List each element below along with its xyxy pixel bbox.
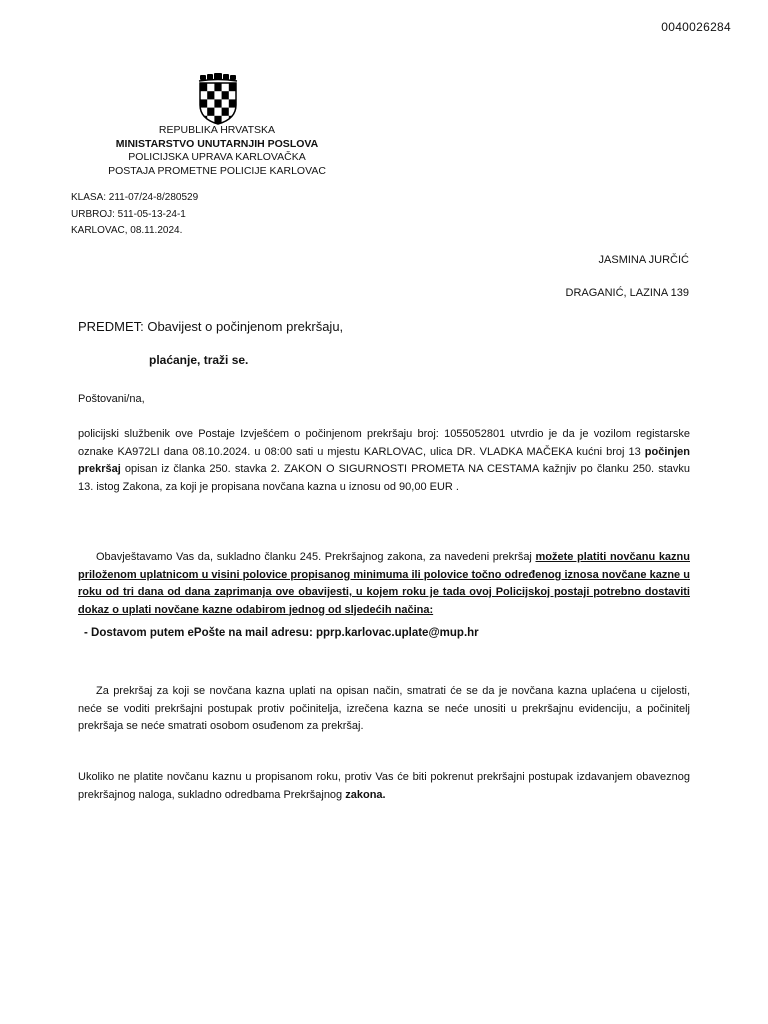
document-meta xyxy=(71,190,198,240)
paragraph-nonpayment xyxy=(78,769,690,804)
header-ministry: MINISTARSTVO UNUTARNJIH POSLOVA xyxy=(115,137,319,150)
paragraph-nonpayment-bold: zakona. xyxy=(345,788,386,801)
croatian-coat-of-arms-icon xyxy=(196,73,240,125)
paragraph-violation-text-b: opisan iz članka 250. stavka 2. ZAKON O SIGURNOSTI PROMETA NA CESTAMA kažnjiv po članku 250. stavku 13. istog Zakona, za koji je propisana novčana kazna u iznosu od 90,00 EUR . xyxy=(78,463,690,493)
subject-continuation: plaćanje, traži se. xyxy=(149,353,249,367)
subject-line: PREDMET: Obavijest o počinjenom prekršaju, xyxy=(78,319,344,334)
header-country: REPUBLIKA HRVATSKA xyxy=(158,124,276,136)
paragraph-nonpayment-text: Ukoliko ne platite novčanu kaznu u propisanom roku, protiv Vas će biti pokrenut prekršajni postupak izdavanjem obaveznog prekršajnog naloga, sukladno odredbama Prekršajnog xyxy=(78,771,690,801)
header-police-department: POLICIJSKA UPRAVA KARLOVAČKA xyxy=(128,151,306,163)
paragraph-violation xyxy=(78,426,690,496)
paragraph-violation-text-a: policijski službenik ove Postaje Izvješćem o počinjenom prekršaju broj: 1055052801 utvrdio je da je vozilom registarske oznake KA972LI dana 08.10.2024. u 08:00 sati u mjestu KARLOVAC, ulica DR. VLADKA MAČEKA kućni broj 13 xyxy=(78,428,690,458)
recipient-name: JASMINA JURČIĆ xyxy=(598,254,689,266)
paragraph-payment-bold: možete platiti novčanu kaznu priloženom uplatnicom u visini polovice propisanog minimuma ili polovice točno određenog iznosa novčane kazne u roku od tri dana od dana zaprimanja ove obavijesti, u kojem roku je tada ovoj Policijskoj postaji potrebno dostaviti dokaz o uplati novčane kazne odabirom jednog od sljedećih načina: xyxy=(78,551,690,616)
greeting: Poštovani/na, xyxy=(78,393,145,405)
email-delivery-bullet: - Dostavom putem ePošte na mail adresu: pprp.karlovac.uplate@mup.hr xyxy=(84,627,479,639)
paragraph-payment-text: Obavještavamo Vas da, sukladno članku 245. Prekršajnog zakona, za navedeni prekršaj xyxy=(96,551,536,563)
document-number: 0040026284 xyxy=(661,20,731,34)
paragraph-consequences xyxy=(78,683,690,736)
urbroj: URBROJ: 511-05-13-24-1 xyxy=(71,208,186,220)
paragraph-payment-notice xyxy=(78,549,690,619)
paragraph-violation-bold: počinjen prekršaj xyxy=(78,445,690,475)
recipient-address: DRAGANIĆ, LAZINA 139 xyxy=(565,287,689,299)
issuer-header xyxy=(62,124,372,178)
header-station: POSTAJA PROMETNE POLICIJE KARLOVAC xyxy=(108,164,326,177)
paragraph-consequences-text: Za prekršaj za koji se novčana kazna uplati na opisan način, smatrati će se da je novčana kazna uplaćena u cijelosti, neće se voditi prekršajni postupak protiv počinitelja, izrečena kazna se neće unositi u prekršajnu evidenciju, a počinitelj prekršaja se neće smatrati osobom osuđenom za prekršaj. xyxy=(78,685,690,732)
klasa: KLASA: 211-07/24-8/280529 xyxy=(71,192,199,203)
place-date: KARLOVAC, 08.11.2024. xyxy=(71,225,183,236)
